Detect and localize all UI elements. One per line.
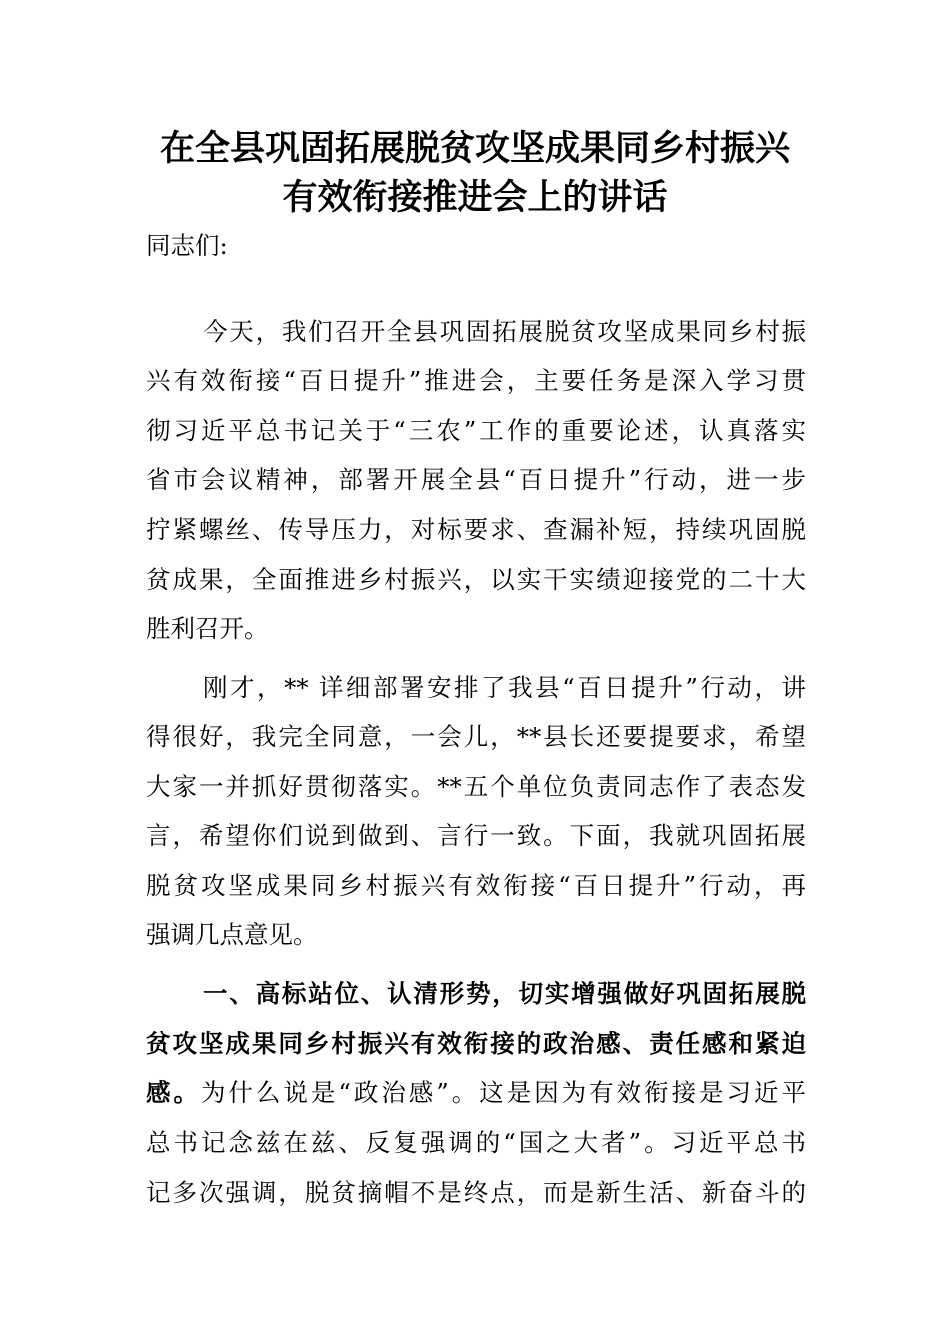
section-heading-end: 感。 — [146, 1078, 201, 1107]
paragraph-1-line: 胜利召开。 — [146, 614, 269, 643]
paragraph-3-line-mixed — [146, 1078, 806, 1108]
paragraph-2-line: 大家一并抓好贯彻落实。**五个单位负责同志作了表态发 — [146, 772, 806, 801]
section-heading-line: 贫攻坚成果同乡村振兴有效衔接的政治感、责任感和紧迫 — [146, 1029, 806, 1058]
paragraph-1-line: 拧紧螺丝、传导压力，对标要求、查漏补短，持续巩固脱 — [146, 515, 806, 544]
paragraph-2-line: 脱贫攻坚成果同乡村振兴有效衔接“百日提升”行动，再 — [146, 871, 806, 900]
paragraph-1-line: 省市会议精神，部署开展全县“百日提升”行动，进一步 — [146, 465, 806, 494]
paragraph-3-line: 记多次强调，脱贫摘帽不是终点，而是新生活、新奋斗的 — [146, 1178, 806, 1207]
paragraph-2-line: 刚才，** 详细部署安排了我县“百日提升”行动，讲 — [203, 673, 806, 702]
paragraph-3-line: 总书记念兹在兹、反复强调的“国之大者”。习近平总书 — [146, 1128, 806, 1157]
paragraph-1-line: 贫成果，全面推进乡村振兴，以实干实绩迎接党的二十大 — [146, 565, 806, 594]
paragraph-2-line: 强调几点意见。 — [146, 920, 318, 949]
section-heading-line: 一、高标站位、认清形势，切实增强做好巩固拓展脱 — [203, 979, 806, 1008]
paragraph-1-line: 兴有效衔接“百日提升”推进会，主要任务是深入学习贯 — [146, 366, 806, 395]
paragraph-2-line: 言，希望你们说到做到、言行一致。下面，我就巩固拓展 — [146, 821, 806, 850]
paragraph-1-line: 今天，我们召开全县巩固拓展脱贫攻坚成果同乡村振 — [203, 317, 806, 346]
document-title-line-1: 在全县巩固拓展脱贫攻坚成果同乡村振兴 — [159, 128, 790, 169]
salutation: 同志们: — [146, 231, 228, 260]
paragraph-3-text: 为什么说是“政治感”。这是因为有效衔接是习近平 — [200, 1078, 806, 1107]
paragraph-1-line: 彻习近平总书记关于“三农”工作的重要论述，认真落实 — [146, 416, 806, 445]
paragraph-2-line: 得很好，我完全同意，一会儿，**县长还要提要求，希望 — [146, 722, 806, 751]
document-title-line-2: 有效衔接推进会上的讲话 — [282, 177, 668, 218]
